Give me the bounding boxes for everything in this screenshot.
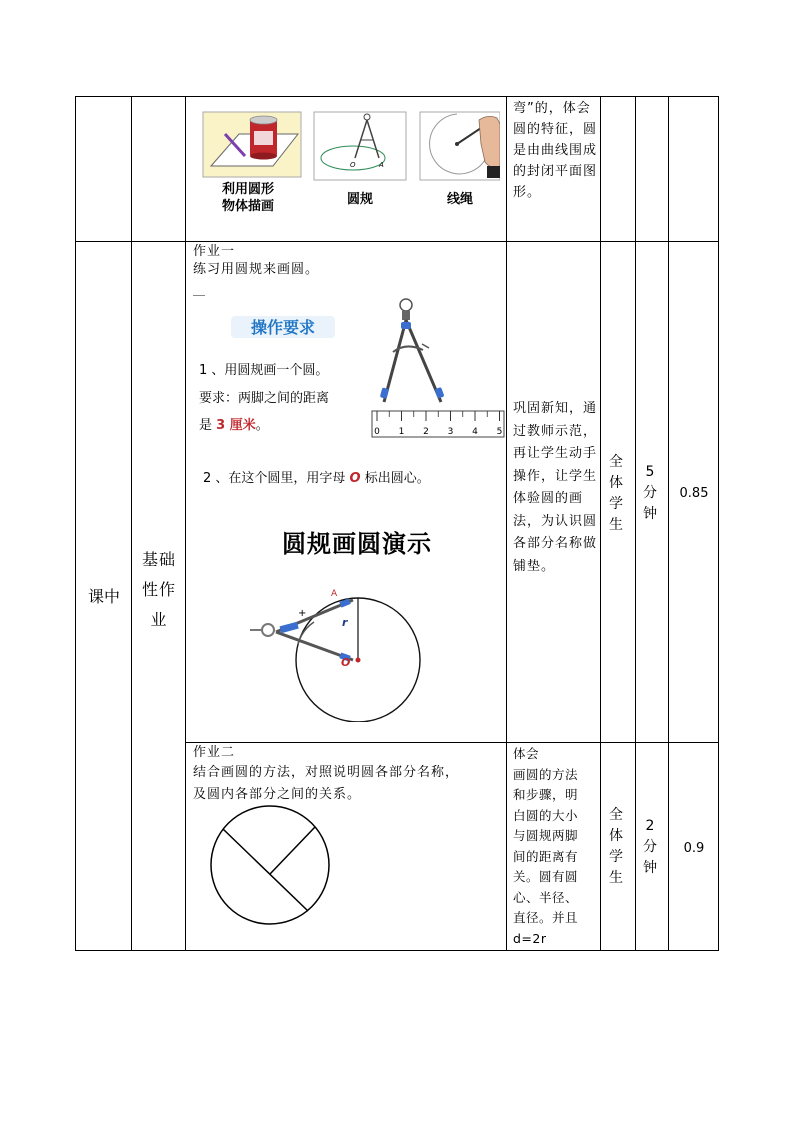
- label-r: r: [342, 616, 348, 629]
- task2-purpose-line: 体会: [513, 746, 540, 761]
- task1-time: 5分钟: [643, 464, 657, 522]
- task2-purpose-line: 与圆规两脚: [513, 828, 579, 843]
- trace-label-line2: 物体描画: [221, 199, 275, 214]
- task2-title: 作业二: [193, 745, 236, 760]
- ruler-tick-label: 3: [447, 427, 454, 437]
- task2-purpose-line: d=2r: [513, 930, 547, 946]
- row-divider: [75, 241, 719, 242]
- label-O: O: [341, 656, 351, 669]
- ruler-tick-label: 0: [374, 427, 380, 437]
- task2-purpose-line: 关。圆有圆: [513, 869, 579, 884]
- task2-purpose-line: 和步骤，明: [513, 787, 579, 802]
- col-line-1: [131, 96, 132, 951]
- task1-difficulty: 0.85: [679, 486, 709, 501]
- col-line-4: [600, 96, 601, 951]
- col-line-2: [185, 96, 186, 951]
- task2-difficulty: 0.9: [683, 841, 705, 856]
- compass-on-ruler: [380, 299, 445, 402]
- task2-purpose-line: 画圆的方法: [513, 766, 579, 782]
- table-border-top: [75, 96, 719, 97]
- task2-desc-line2: 及圆内各部分之间的关系。: [193, 787, 362, 802]
- task1-desc: 练习用圆规来画圆。: [193, 262, 320, 277]
- col-line-3: [506, 96, 507, 951]
- trace-can-panel: [203, 112, 301, 177]
- table-border-bottom: [75, 950, 719, 951]
- svg-text:O: O: [350, 161, 356, 169]
- stage-label: 课中: [87, 587, 120, 606]
- label-plus: +: [298, 608, 307, 619]
- homework-type-label: 基础性作业: [141, 550, 176, 629]
- trace-label-line1: 利用圆形: [221, 182, 275, 197]
- ruler-tick-label: 2: [423, 427, 429, 437]
- requirement-distance: 要求：两脚之间的距离: [199, 391, 330, 406]
- task2-purpose: [513, 744, 599, 949]
- rope-label: 线绳: [446, 192, 474, 207]
- compass-panel: [314, 112, 406, 180]
- center-letter: O: [349, 471, 361, 486]
- top-row-purpose: 弯”的，体会圆的特征，圆是由曲线围成的封闭平面图形。: [513, 101, 598, 200]
- label-A: A: [331, 589, 338, 599]
- task2-target: 全体学生: [609, 807, 623, 886]
- compass-circle-demo: [240, 582, 430, 722]
- task2-time: 2分钟: [643, 818, 657, 876]
- ruler-tick-label: 1: [398, 427, 405, 437]
- drawing-tools-illustration: [195, 104, 500, 224]
- col-line-5: [635, 96, 636, 951]
- requirements-title: 操作要求: [250, 318, 316, 337]
- col-line-0: [75, 96, 76, 951]
- task2-purpose-line: 间的距离有: [513, 848, 579, 864]
- task2-purpose-line: 心、半径、: [513, 889, 579, 905]
- task1-title: 作业一: [193, 244, 236, 259]
- requirement-item-1: 1 、用圆规画一个圆。: [199, 363, 329, 378]
- task2-purpose-line: 直径。并且: [513, 910, 579, 925]
- col-line-6: [668, 96, 669, 951]
- task2-desc-line1: 结合画圆的方法，对照说明圆各部分名称，: [193, 765, 460, 780]
- subrow-divider: [185, 742, 719, 743]
- demo-title: 圆规画圆演示: [282, 530, 432, 558]
- task1-purpose: 巩固新知，通过教师示范，再让学生动手操作，让学生体验圆的画法，为认识圆各部分名称做铺垫。: [513, 401, 598, 574]
- requirement-value-line: 是 3 厘米。: [199, 418, 269, 433]
- ruler-tick-label: 5: [496, 427, 503, 437]
- task2-purpose-line: 白圆的大小: [513, 807, 579, 823]
- compass-label: 圆规: [346, 192, 374, 207]
- rope-panel: [420, 112, 500, 180]
- svg-text:A: A: [379, 161, 384, 169]
- task1-target: 全体学生: [609, 454, 623, 533]
- col-line-7: [718, 96, 719, 951]
- requirement-item-2: 2 、在这个圆里，用字母 O 标出圆心。: [203, 471, 430, 486]
- required-distance-value: 3 厘米: [216, 418, 256, 433]
- circle-parts-figure: [205, 800, 335, 930]
- operation-requirements-figure: [193, 292, 505, 442]
- ruler-tick-label: 4: [472, 427, 478, 437]
